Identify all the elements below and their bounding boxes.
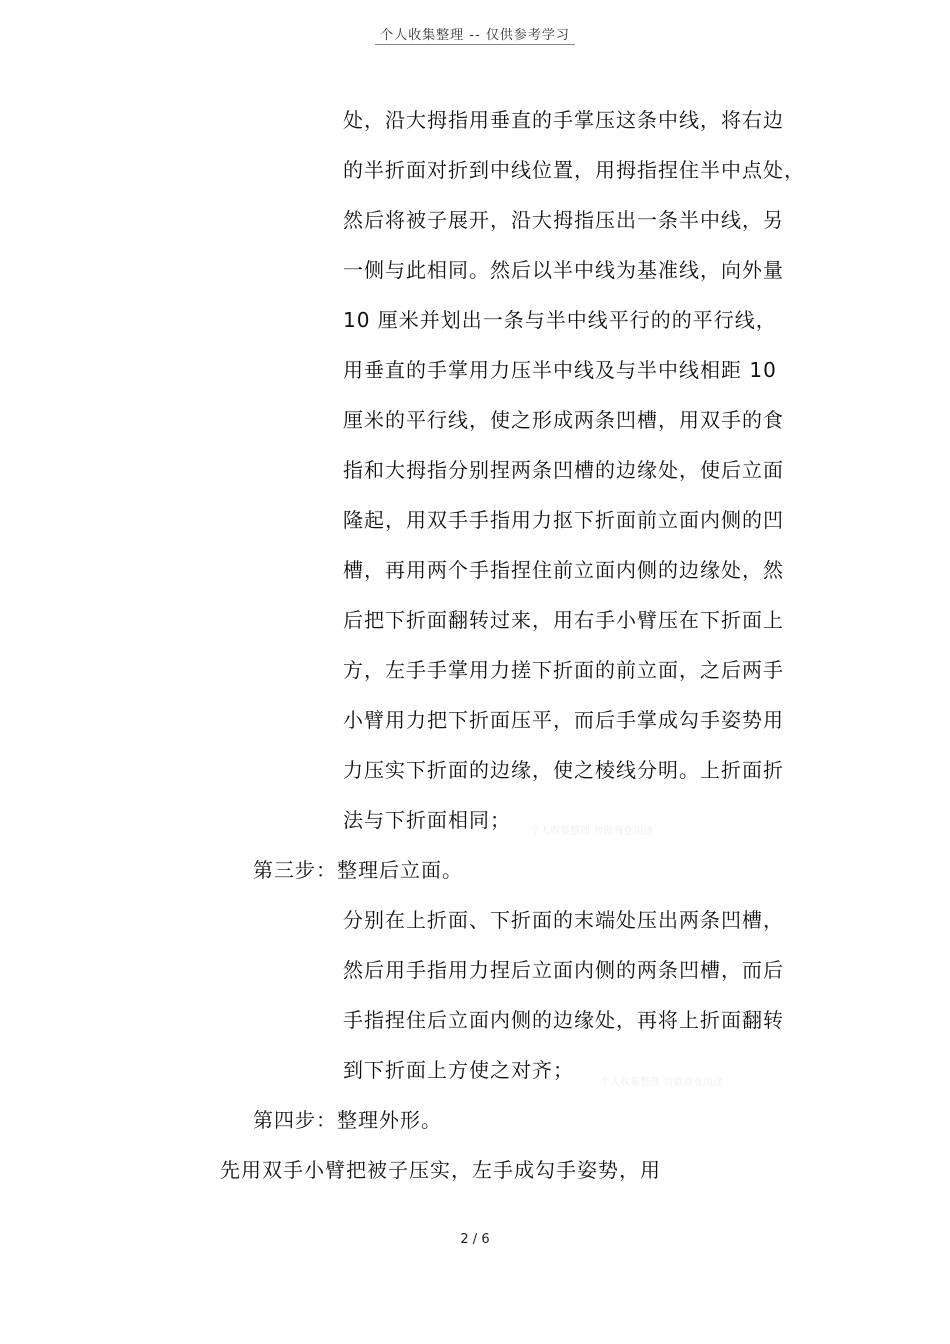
body-line: 一侧与此相同。然后以半中线为基准线，向外量: [343, 258, 784, 282]
step3-line: 到下折面上方使之对齐；: [343, 1058, 574, 1082]
body-line: 指和大拇指分别捏两条凹槽的边缘处，使后立面: [343, 458, 784, 482]
watermark: 个人收集整理 勿做商业用途: [530, 826, 654, 837]
body-line: 方，左手手掌用力搓下折面的前立面，之后两手: [343, 658, 784, 682]
step4-line: 先用双手小臂把被子压实，左手成勾手姿势，用: [220, 1158, 661, 1182]
watermark: 个人收集整理 勿做商业用途: [600, 1077, 724, 1088]
page-header: 个人收集整理 -- 仅供参考学习: [380, 28, 570, 43]
step3-heading: 第三步：整理后立面。: [253, 858, 463, 882]
body-line: 力压实下折面的边缘，使之棱线分明。上折面折: [343, 758, 784, 782]
body-line: 厘米的平行线，使之形成两条凹槽，用双手的食: [343, 408, 784, 432]
page-number: 2 / 6: [460, 1232, 490, 1247]
body-line: 后把下折面翻转过来，用右手小臂压在下折面上: [343, 608, 784, 632]
body-line: 10 厘米并划出一条与半中线平行的的平行线，: [343, 308, 777, 332]
body-line: 用垂直的手掌用力压半中线及与半中线相距 10: [343, 358, 777, 382]
body-line: 然后将被子展开，沿大拇指压出一条半中线，另: [343, 208, 784, 232]
step3-line: 分别在上折面、下折面的末端处压出两条凹槽，: [343, 908, 784, 932]
body-line: 法与下折面相同；: [343, 808, 511, 832]
step4-heading: 第四步：整理外形。: [253, 1108, 442, 1132]
header-rule: [375, 44, 575, 45]
body-line: 处，沿大拇指用垂直的手掌压这条中线，将右边: [343, 108, 784, 132]
body-line: 小臂用力把下折面压平，而后手掌成勾手姿势用: [343, 708, 784, 732]
step3-line: 然后用手指用力捏后立面内侧的两条凹槽，而后: [343, 958, 784, 982]
body-line: 隆起，用双手手指用力抠下折面前立面内侧的凹: [343, 508, 784, 532]
step3-line: 手指捏住后立面内侧的边缘处，再将上折面翻转: [343, 1008, 784, 1032]
body-line: 的半折面对折到中线位置，用拇指捏住半中点处，: [343, 158, 805, 182]
body-line: 槽，再用两个手指捏住前立面内侧的边缘处，然: [343, 558, 784, 582]
